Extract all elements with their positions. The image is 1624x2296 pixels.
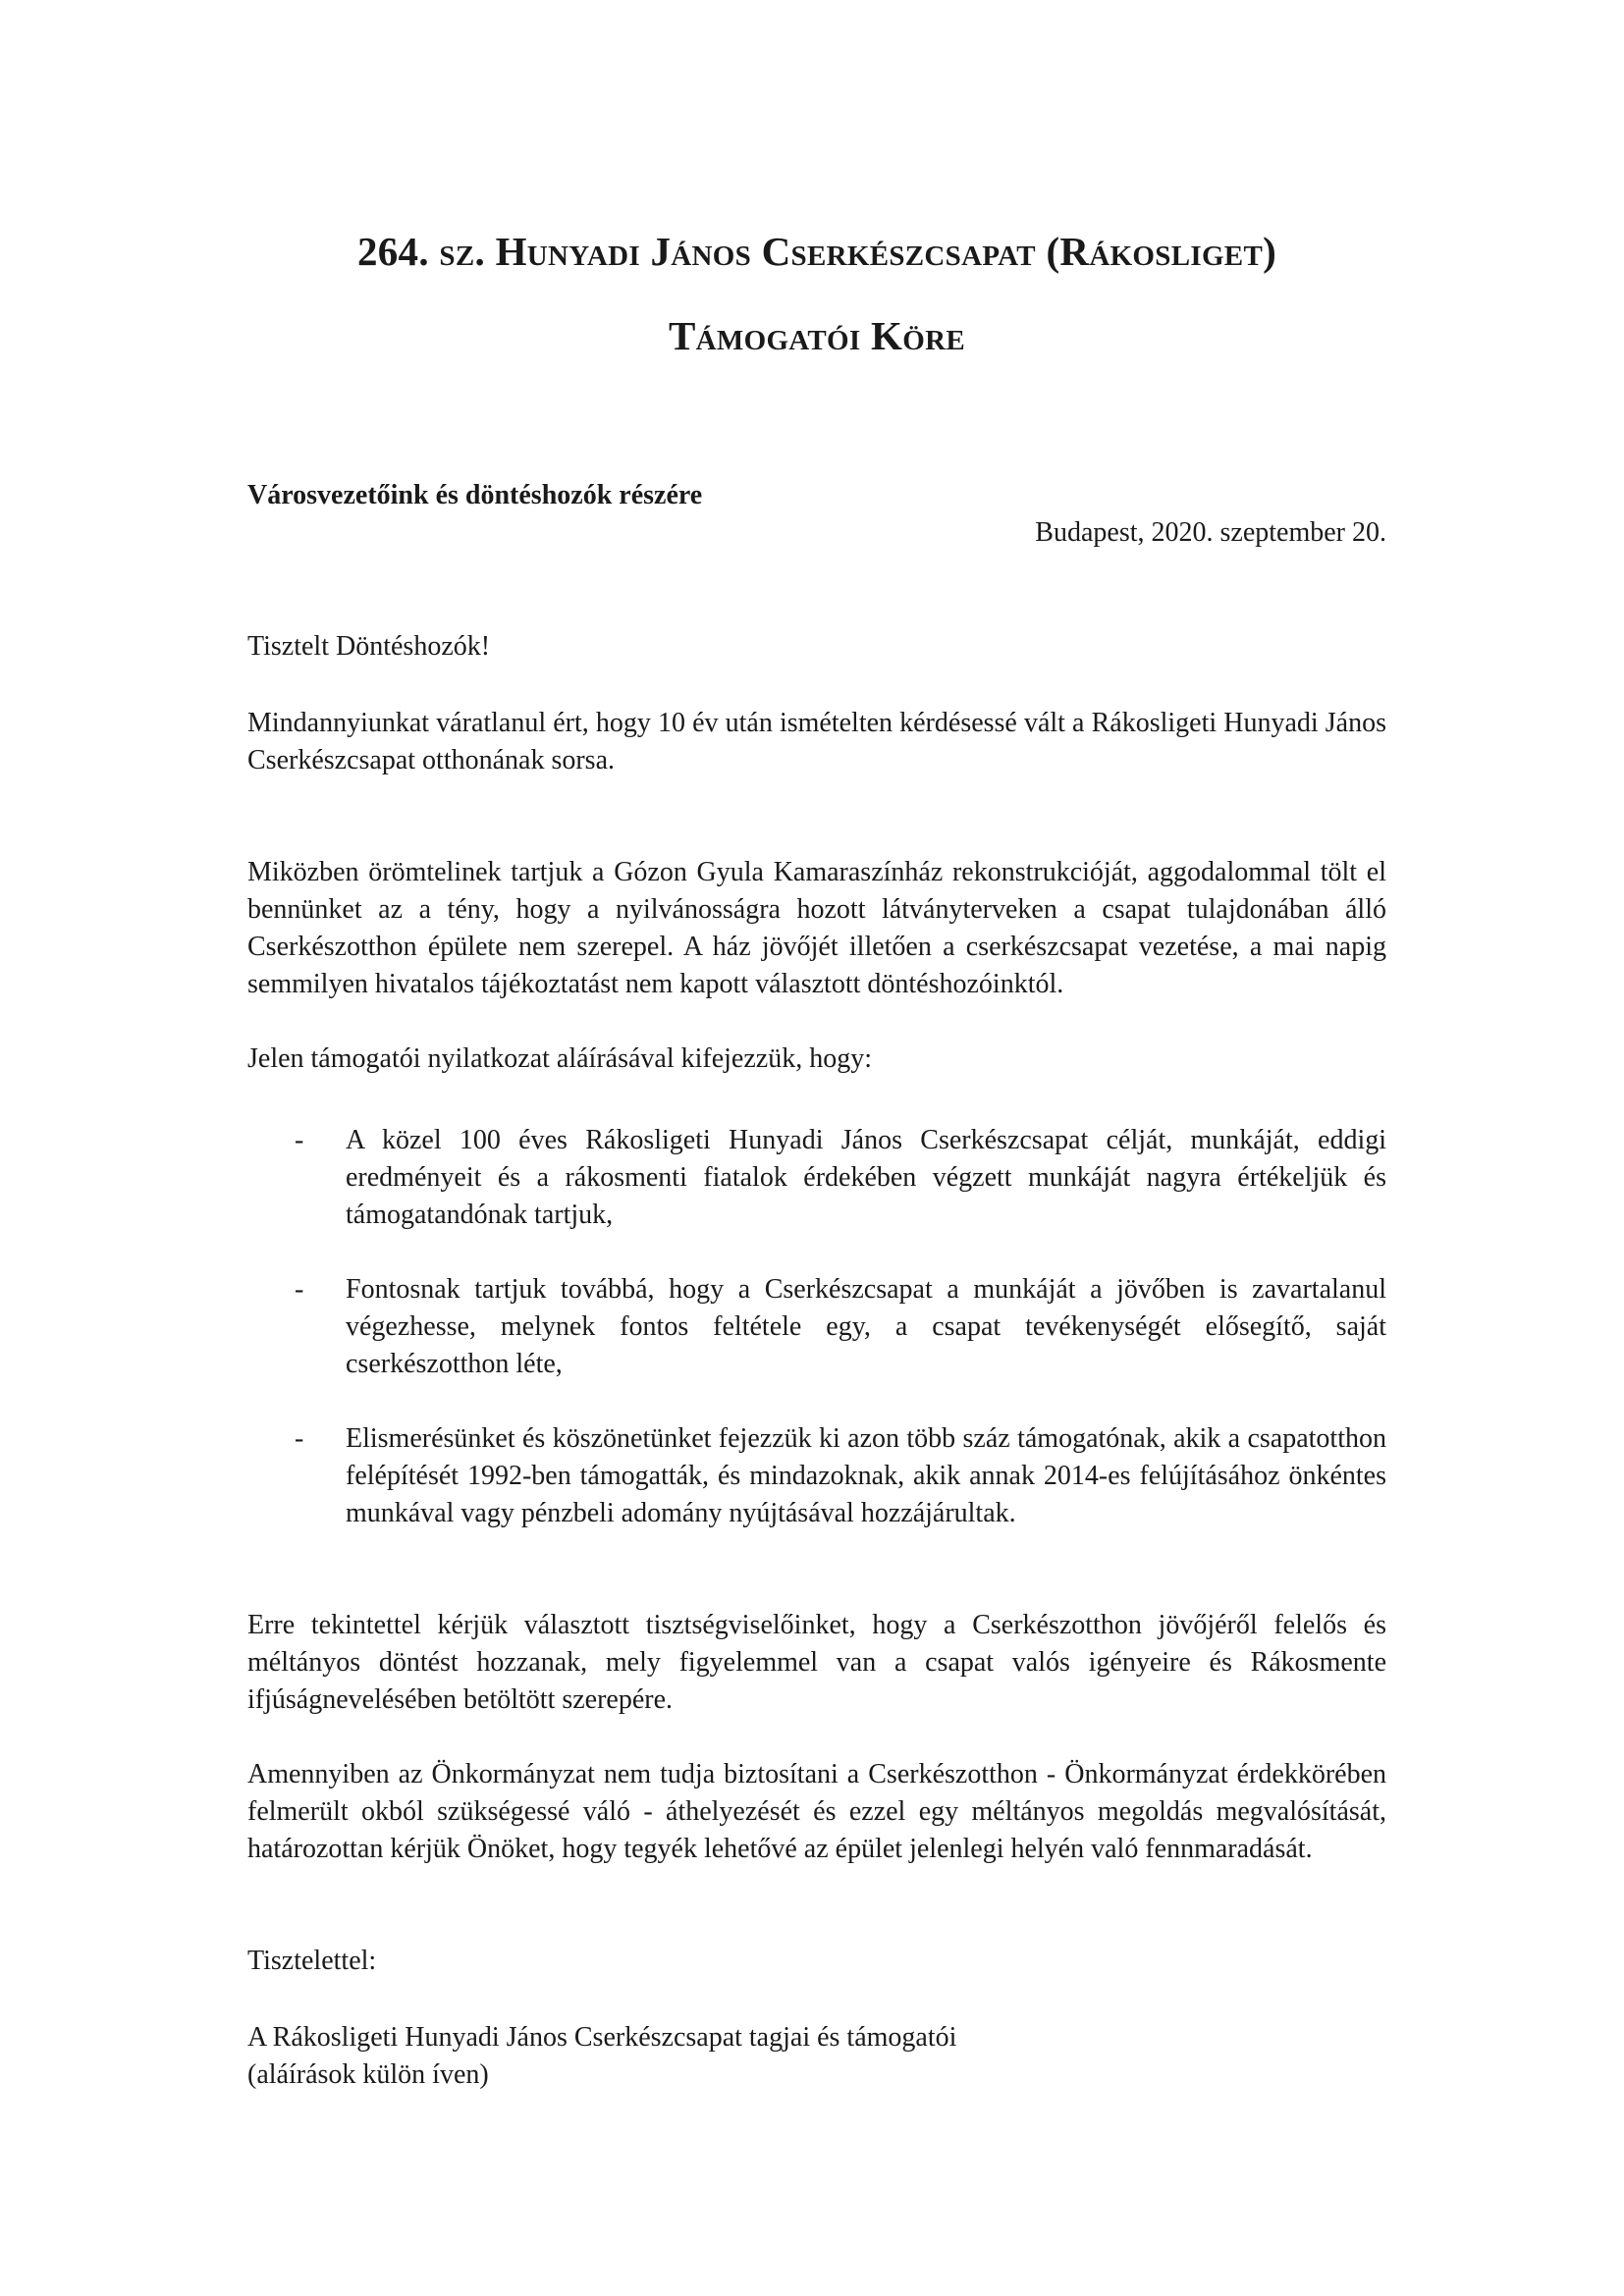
bullet-marker: - xyxy=(295,1423,304,1454)
greeting: Tisztelt Döntéshozók! xyxy=(247,631,491,662)
signature-line: A Rákosligeti Hunyadi János Cserkészcsapat tagjai és támogatói xyxy=(247,2022,957,2053)
date-line: Budapest, 2020. szeptember 20. xyxy=(1035,517,1386,548)
signature-note: (aláírások külön íven) xyxy=(247,2059,489,2090)
paragraph-4: Erre tekintettel kérjük választott tisztségviselőinket, hogy a Cserkészotthon jövőjéről felelős és méltányos döntést hozzanak, mely figyelemmel van a csapat valós igényeire és Rákosmente ifjúságnevelésében betöltött szerepére. xyxy=(247,1610,1386,1715)
paragraph-5: Amennyiben az Önkormányzat nem tudja biztosítani a Cserkészotthon - Önkormányzat érdekkörében felmerült okból szükségessé váló - áthelyezését és ezzel egy méltányos megoldás megvalósítását, határozottan kérjük Önöket, hogy tegyék lehetővé az épület jelenlegi helyén való fennmaradását. xyxy=(247,1759,1386,1864)
paragraph-2: Miközben örömtelinek tartjuk a Gózon Gyula Kamaraszínház rekonstrukcióját, aggodalommal tölt el bennünket az a tény, hogy a nyilvánosságra hozott látványterveken a csapat tulajdonában álló Cserkészotthon épülete nem szerepel. A ház jövőjét illetően a cserkészcsapat vezetése, a mai napig semmilyen hivatalos tájékoztatást nem kapott választott döntéshozóinktól. xyxy=(247,857,1386,999)
list-item-text: Fontosnak tartjuk továbbá, hogy a Cserkészcsapat a munkáját a jövőben is zavartalanul végezhesse, melynek fontos feltétele egy, a csapat tevékenységét elősegítő, saját cserkészotthon léte, xyxy=(346,1274,1386,1379)
bullet-marker: - xyxy=(295,1125,304,1155)
closing: Tisztelettel: xyxy=(247,1946,377,1976)
bullet-marker: - xyxy=(295,1274,304,1305)
paragraph-1: Mindannyiunkat váratlanul ért, hogy 10 év után ismételten kérdésessé vált a Rákosligeti Hunyadi János Cserkészcsapat otthonának sorsa. xyxy=(247,708,1386,775)
document-subtitle: Támogatói Köre xyxy=(669,313,965,358)
addressee-line: Városvezetőink és döntéshozók részére xyxy=(247,480,703,510)
document-title: 264. sz. Hunyadi János Cserkészcsapat (Rákosliget) xyxy=(356,229,1277,274)
list-item-text: A közel 100 éves Rákosligeti Hunyadi János Cserkészcsapat célját, munkáját, eddigi eredményeit és a rákosmenti fiatalok érdekében végzett munkáját nagyra értékeljük és támogatandónak tartjuk, xyxy=(346,1125,1386,1230)
paragraph-3: Jelen támogatói nyilatkozat aláírásával kifejezzük, hogy: xyxy=(247,1043,872,1074)
list-item-text: Elismerésünket és köszönetünket fejezzük ki azon több száz támogatónak, akik a csapatotthon felépítését 1992-ben támogatták, és mindazoknak, akik annak 2014-es felújításához önkéntes munkával vagy pénzbeli adomány nyújtásával hozzájárultak. xyxy=(346,1423,1386,1528)
signature-block xyxy=(247,2019,1386,2094)
